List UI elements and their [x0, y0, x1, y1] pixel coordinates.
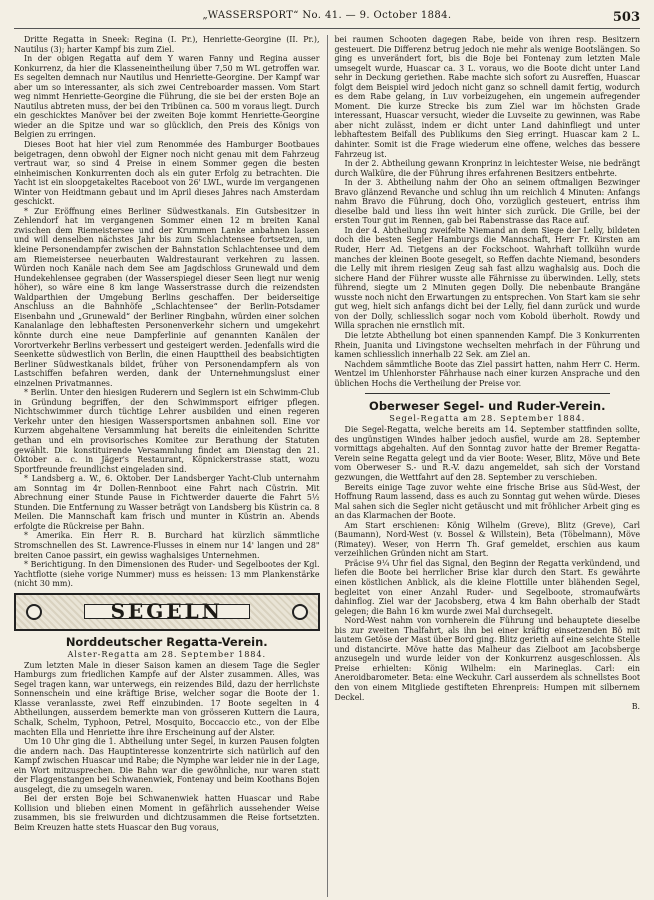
right-column: [327, 35, 641, 897]
running-title: „WASSERSPORT“ No. 41. — 9. October 1884.: [202, 10, 452, 21]
paragraph: Nachdem sämmtliche Boote das Ziel passirt hatten, nahm Herr C. Herm. Wentzel im Uhlenhorster Fährhause nach einer kurzen Ansprache und den üblichen Hochs die Vertheilung der Preise vor.: [334, 359, 640, 388]
section-banner: [14, 593, 320, 631]
paragraph: Dritte Regatta in Sneek: Regina (I. Pr.), Henriette-Georgine (II. Pr.), Nautilus (3); harter Kampf bis zum Ziel.: [14, 35, 320, 54]
left-column: [14, 35, 327, 897]
paragraph: Zum letzten Male in dieser Saison kamen an diesem Tage die Segler Hamburgs zum friedlichen Kampfe auf der Alster zusammen. Alles, was Segel tragen kann, war unterwegs, ein reizendes Bild, dazu der herrlichste Sonnenschein und eine kräftige Brise, welcher sogar die Boote der 1. Klasse veranlasste, zwei Reff einzubinden. 17 Boote segelten in 4 Abtheilungen, ausserdem bemerkte man von grösseren Kuttern die Laura, Schalk, Schelm, Typhoon, Petrel, Mosquito, Boccaccio etc., von der Elbe machten Ella und Henriette ihre ihre Erscheinung auf der Alster.: [14, 660, 320, 737]
section-title: Norddeutscher Regatta-Verein.: [65, 634, 268, 649]
paragraph: * Landsberg a. W., 6. Oktober. Der Landsberger Yacht-Club unternahm am Sonntag im 4r Dollen-Rennboot eine Fahrt nach Cüstrin. Mit Abrechnung einer Stunde Pause in Fichtwerder dauerte die Fahrt 5½ Stunden. Die Entfernung zu Wasser beträgt von Landsberg bis Küstrin ca. 8 Meilen. Die Mannschaft kam frisch und munter in Küstrin an. Abends erfolgte die Rückreise per Bahn.: [14, 474, 320, 531]
paragraph: In der 2. Abtheilung gewann Kronprinz in leichtester Weise, nie bedrängt durch Walküre, die der Führung ihres erfahrenen Besitzers entbehrte.: [334, 159, 640, 178]
paragraph: Nord-West nahm von vornherein die Führung und behauptete dieselbe bis zur zweiten Thalfahrt, als ihn bei einer kräftig einsetzenden Bö mit lautem Getöse der Mast über Bord ging. Blitz gerieth auf eine seichte Stelle und distancirte. Möve hatte das Malheur das Zielboot am Jacobsberge anzusegeln und wurde leider von der Konkurrenz ausgeschlossen. Als Preise erhielten: König Wilhelm: ein Marineglas. Carl: ein Aneroidbarometer. Beta: eine Weckuhr. Carl ausserdem als schnellstes Boot den von einem Mitgliede gestifteten Ehrenpreis: Humpen mit silbernem Deckel.: [334, 616, 640, 702]
paragraph: Am Start erschienen: König Wilhelm (Greve), Blitz (Greve), Carl (Baumann), Nord-West (v. Bossel & Willstein), Beta (Töbelmann), Möve (Rimatey). Weser, von Herrn Th. Graf gemeldet, erschien aus kaum verzeihlichen Gründen nicht am Start.: [334, 520, 640, 559]
paragraph: Präcise 9¼ Uhr fiel das Signal, den Beginn der Regatta verkündend, und liefen die Boote bei herrlicher Brise klar durch den Start. Es gewährte einen köstlichen Anblick, als die kleine Flottille unter blähenden Segel, begleitet von einer Anzahl Ruder- und Segelboote, stromaufwärts dahinflog. Ziel war der Jacobsberg, etwa 4 km Bahn oberhalb der Stadt gelegen; die Bahn 16 km wurde zwei Mal durchsegelt.: [334, 558, 640, 616]
paragraph: Dieses Boot hat hier viel zum Renommée des Hamburger Bootbaues beigetragen, denn obwohl der Eigner noch nicht genau mit dem Fahrzeug vertraut war, so sind 4 Preise in einem Sommer gegen die besten einheimischen Konkurrenten doch als ein guter Erfolg zu betrachten. Die Yacht ist ein sloopgetakeltes Raceboot von 26' LWL, wurde im vergangenen Winter von Heidtmann gebaut und im April dieses Jahres nach Amsterdam geschickt.: [14, 140, 320, 207]
page-number: 503: [612, 10, 640, 25]
banner-title: SEGELN: [84, 604, 250, 620]
paragraph: In der 4. Abtheilung zweifelte Niemand an dem Siege der Lelly, bildeten doch die besten Segler Hamburgs die Mannschaft, Herr Fr. Kirsten am Ruder, Herr Ad. Tietgens an der Fockschoot. Wahrhaft tollkühn wurde manches der kleinen Boote gesegelt, so Reffen dachte Niemand, besonders die Lelly mit ihrem riesigen Zeug sah fast allzu waghalsig aus. Doch die sichere Hand der Führer wusste alle Fährnisse zu überwinden. Lelly, stets führend, siegte um 2 Minuten gegen Dolly. Die nebenbaute Brangäne wusste noch nicht den Erwartungen zu entsprechen. Von Start kam sie sehr gut weg, hielt sich anfangs dicht bei der Lelly, fiel dann zurück und wurde von der Dolly, schliesslich sogar noch vom Kobold überholt. Rowdy und Willa sprachen nie ernstlich mit.: [334, 225, 640, 331]
paragraph: In der obigen Regatta auf dem Y waren Fanny und Regina ausser Konkurrenz, da hier die Klasseneintheilung über 7,50 m WL getroffen war. Es segelten demnach nur Nautilus und Henriette-Georgine. Der Kampf war aber um so interessanter, als sich zwei Centreboarder massen. Vom Start weg nimmt Henriette-Georgine die Führung, die sie bei der ersten Boje an Nautilus abtreten muss, der bei den Tribünen ca. 500 m voraus liegt. Durch ein geschicktes Manöver bei der zweiten Boje kommt Henriette-Georgine wieder an die Spitze und war so glücklich, den Preis des Königs von Belgien zu erringen.: [14, 54, 320, 140]
paragraph: Um 10 Uhr ging die 1. Abtheilung unter Segel, in kurzen Pausen folgten die andern nach. Das Hauptinteresse konzentrirte sich natürlich auf den Kampf zwischen Huascar und Rabe; die Nymphe war leider nie in der Lage, ein Wort mitzusprechen. Die Bahn war die gewöhnliche, nur waren statt der Flaggenstangen bei Schwanenwiek, Fontenay und beim Koothans Bojen ausgelegt, die zu umsegeln waren.: [14, 737, 320, 794]
columns: [14, 35, 640, 897]
paragraph: * Berlin. Unter den hiesigen Ruderern und Seglern ist ein Schwimm-Club in Gründung begriffen, der den Schwimmsport eifriger pflegen. Nichtschwimmer durch tüchtige Lehrer ausbilden und einen regeren Verkehr unter den hiesigen Wassersportsmen anbahnen soll. Eine vor Kurzem abgehaltene Versammlung hat bereits die einleitenden Schritte gethan und ein provisorisches Komitee zur Berathung der Statuten gewählt. Die konstituirende Versammlung findet am Dienstag den 21. Oktober a. c. in Jäger's Restaurant, Köpnickerstrasse statt, wozu Sportfreunde freundlichst eingeladen sind.: [14, 388, 320, 474]
author-signature: B.: [631, 702, 640, 712]
section-title: Oberweser Segel- und Ruder-Verein.: [369, 399, 606, 414]
section-subtitle: Alster-Regatta am 28. September 1884.: [67, 648, 267, 659]
paragraph: * Zur Eröffnung eines Berliner Südwestkanals. Ein Gutsbesitzer in Zehlendorf hat im vergangenen Sommer einen 12 m breiten Kanal zwischen dem Riemeistersee und der Krummen Lanke anbahnen lassen und will denselben nächstes Jahr bis zum Schlachtensee fortsetzen, um kleine Personendampfer zwischen der Bahnstation Schlachtensee und dem am Riemeistersee neuerbauten Waldrestaurant verkehren zu lassen. Würden noch Kanäle nach dem See am Jagdschloss Grunewald und dem Hundekehlensee gegraben (der Wasserspiegel dieser Seen liegt nur wenig höher), so wäre eine 8 km lange Wasserstrasse durch die reizendsten Waldparthien der Umgebung Berlins geschaffen. Der beiderseitige Anschluss an die Bahnhöfe „Schlachtensee“ der Berlin-Potsdamer Eisenbahn und „Grunewald“ der Berliner Ringbahn, würden einer solchen Kanalanlage den lebhaftesten Personenverkehr sichern und umgekehrt könnte durch eine neue Dampferlinie auf genannten Kanälen der Vorortverkehr Berlins verbessert und gesteigert werden. Jedenfalls wird die Seenkette südwestlich von Berlin, die einen Haupttheil des beabsichtigten Berliner Südwestkanals bildet, früher von Personendampfern als von Lastschiffen befahren werden, dank der Unternehmungslust einer einzelnen Privatmannes.: [14, 206, 320, 388]
paragraph: * Berichtigung. In den Dimensionen des Ruder- und Segelbootes der Kgl. Yachtflotte (siehe vorige Nummer) muss es heissen: 13 mm Plankenstärke (nicht 30 mm).: [14, 560, 320, 589]
paragraph: Die letzte Abtheilung bot einen spannenden Kampf. Die 3 Konkurrenten Rhein, Juanita und Livingstone wechselten mehrfach in der Führung und kamen schliesslich innerhalb 22 Sek. am Ziel an.: [334, 330, 640, 360]
section-divider: [365, 393, 611, 394]
running-header: [14, 10, 640, 29]
banner-ornament-left: [26, 604, 42, 620]
paragraph: In der 3. Abtheilung nahm der Oho an seinem oftmaligen Bezwinger Bravo glänzend Revanche und schlug ihn um reichlich 4 Minuten: Anfangs nahm Bravo die Führung, doch Oho, vorzüglich gesteuert, entriss ihm dieselbe bald und liess ihn weit hinter sich zurück. Die Grille, bei der ersten Tour gut im Rennen, gab bei Rabenstrasse das Race auf.: [334, 178, 640, 226]
banner-ornament-right: [292, 604, 308, 620]
paragraph: Die Segel-Regatta, welche bereits am 14. September stattfinden sollte, des ungünstigen Windes halber jedoch ausfiel, wurde am 28. September vormittags abgehalten. Auf den Sonntag zuvor hatte der Bremer Regatta-Verein seine Regatta gelegt und da vier Boote: Weser, Blitz, Möve und Bete vom Oberweser S.- und R.-V. dazu angemeldet, sah sich der Vorstand gezwungen, die Wettfahrt auf den 28. September zu verschieben.: [334, 425, 640, 482]
paragraph: Bei der ersten Boje bei Schwanenwiek hatten Huascar und Rabe Kollision und blieben einen Moment in gefährlich aussehender Weise zusammen, bis sie freiwurden und dichtzusammen die Reise fortsetzten. Beim Kreuzen hatte stets Huascar den Bug voraus,: [14, 794, 320, 833]
section-subtitle: Segel-Regatta am 28. September 1884.: [389, 413, 586, 424]
paragraph: Bereits einige Tage zuvor wehte eine frische Brise aus Süd-West, der Hoffnung Raum lassend, dass es auch zu Sonntag gut wehen würde. Dieses Mal sahen sich die Segler nicht getäuscht und mit fröhlicher Arbeit ging es an das Klarmachen der Boote.: [334, 482, 640, 521]
paragraph: bei raumen Schooten dagegen Rabe, beide von ihren resp. Besitzern gesteuert. Die Differenz betrug jedoch nie mehr als wenige Bootslängen. So ging es unverändert fort, bis die Boje bei Fontenay zum letzten Male umsegelt wurde, Huascar ca. 3 L. voraus, wo die Boote dicht unter Land sehr in Deckung geriethen. Rabe machte sich sofort zu Ausreffen, Huascar folgt dem Beispiel wird jedoch nicht ganz so schnell damit fertig, wodurch es dem Rabe gelang, in Luv vorbeizugehen, ein ungemein aufregender Moment. Die kurze Strecke bis zum Ziel war im höchsten Grade interessant, Huascar versucht, wieder die Luvseite zu gewinnen, was Rabe aber nicht zulässt, indem er dicht unter Land dahinfliegt und unter lebhaftestem Beifall des Publikums den Sieg erringt. Huascar kam 2 L. dahinter. Somit ist die Frage wiederum eine offene, welches das bessere Fahrzeug ist.: [334, 35, 640, 159]
paragraph: * Amerika. Ein Herr R. B. Burchard hat kürzlich sämmtliche Stromschnellen des St. Lawrence-Flusses in einem nur 14' langen und 28" breiten Canoe passirt, ein gewiss waghalsiges Unternehmen.: [14, 531, 320, 560]
